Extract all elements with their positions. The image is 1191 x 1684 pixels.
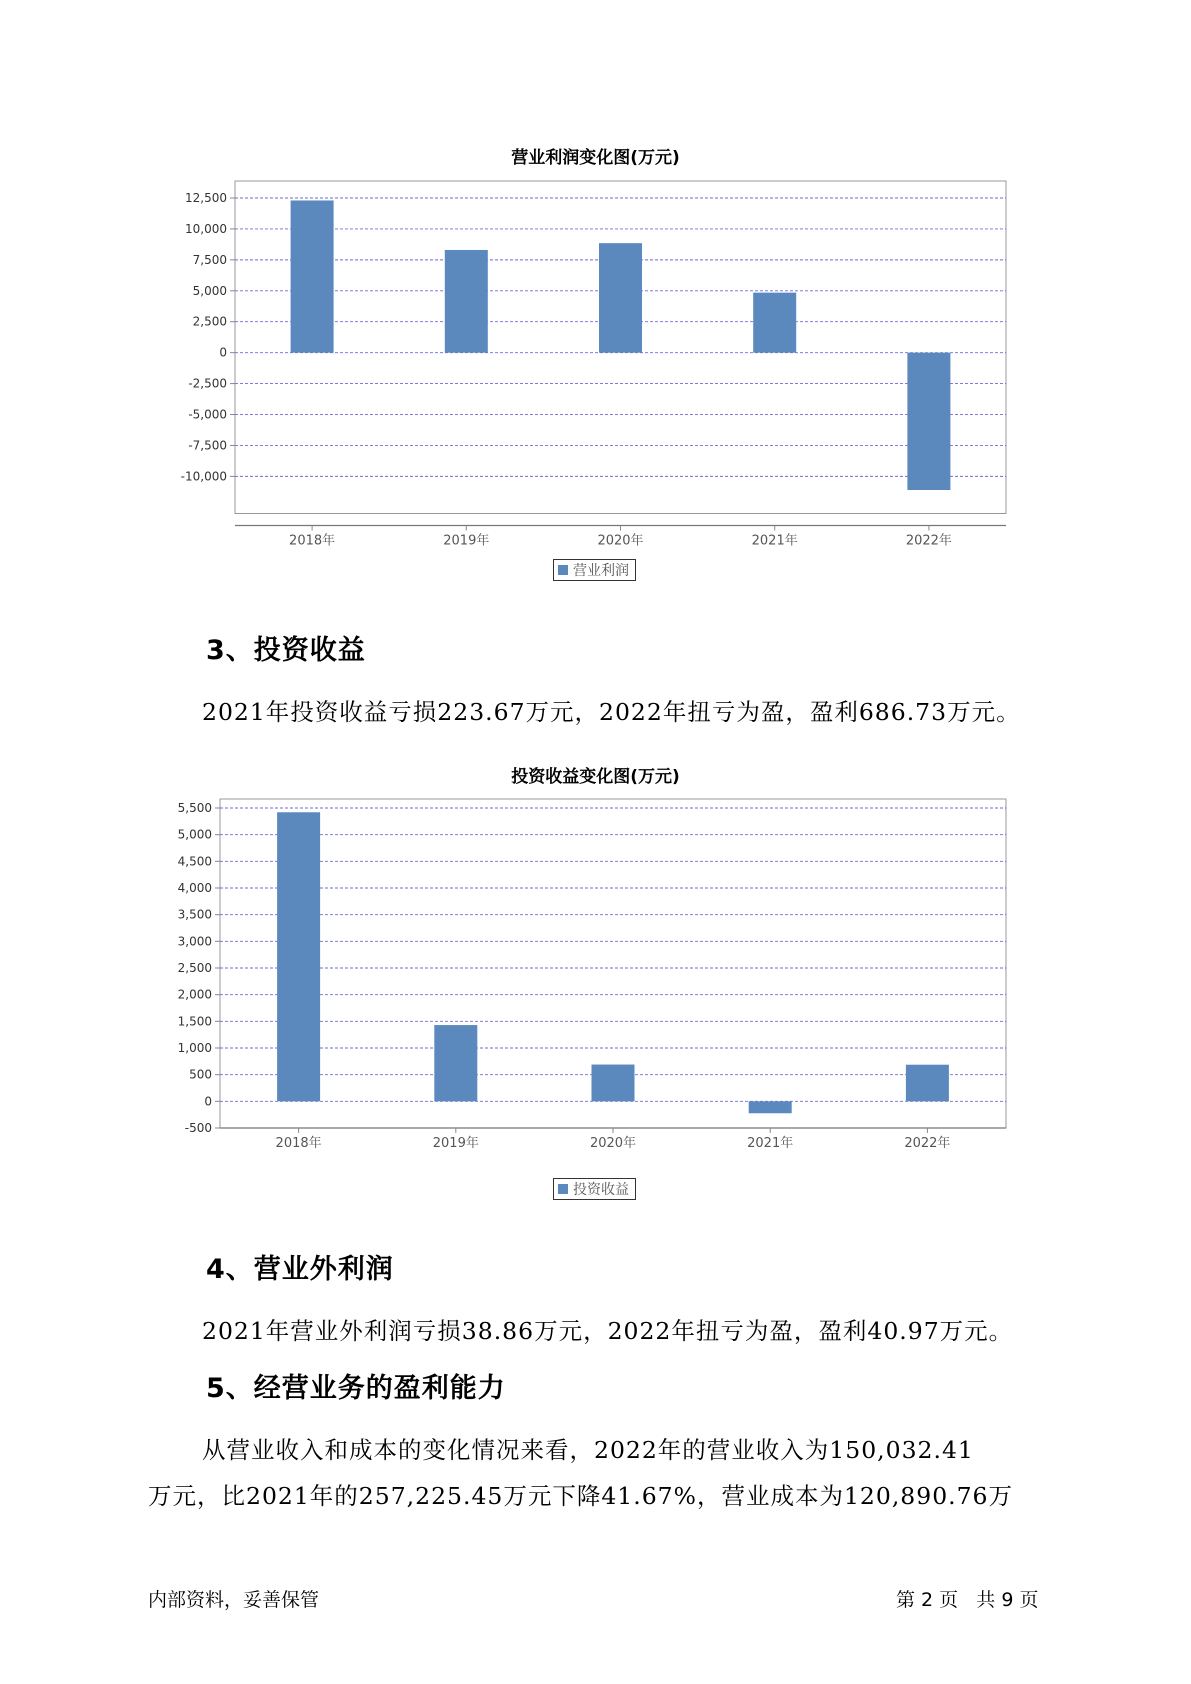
chart1-ytick-label: -5,000 bbox=[188, 407, 227, 422]
chart2-xtick-label: 2020年 bbox=[589, 1136, 637, 1151]
chart2-bar bbox=[592, 1065, 635, 1102]
section3-heading: 3、投资收益 bbox=[206, 635, 366, 666]
chart2-legend bbox=[553, 1178, 636, 1200]
chart2-ytick-label: 2,000 bbox=[177, 987, 212, 1002]
chart2-ytick-label: 4,500 bbox=[177, 854, 212, 869]
chart2-ytick-label: 500 bbox=[189, 1067, 212, 1082]
section5-line1: 从营业收入和成本的变化情况来看，2022年的营业收入为150,032.41 bbox=[202, 1436, 974, 1464]
chart2-legend-swatch bbox=[558, 1184, 568, 1194]
chart2-bar bbox=[434, 1025, 477, 1101]
chart2-xtick-label: 2018年 bbox=[275, 1136, 322, 1151]
section4-text: 2021年营业外利润亏损38.86万元，2022年扭亏为盈，盈利40.97万元。 bbox=[202, 1317, 1014, 1345]
chart1-ytick-label: 10,000 bbox=[185, 221, 227, 236]
chart1-ytick-label: -7,500 bbox=[188, 438, 227, 453]
chart2-legend-label: 投资收益 bbox=[573, 1182, 629, 1198]
section3-text: 2021年投资收益亏损223.67万元，2022年扭亏为盈，盈利686.73万元。 bbox=[202, 698, 1021, 726]
chart2-bar bbox=[749, 1101, 792, 1113]
chart2-xtick-label: 2021年 bbox=[747, 1136, 794, 1151]
chart1-legend-label: 营业利润 bbox=[573, 563, 629, 579]
chart2-ytick-label: -500 bbox=[184, 1121, 212, 1135]
chart1-ytick-label: 12,500 bbox=[185, 191, 227, 205]
footer-page-number: 第 2 页 共 9 页 bbox=[896, 1589, 1039, 1611]
chart1-xtick-label: 2018年 bbox=[289, 533, 336, 549]
chart1-ytick-label: 2,500 bbox=[192, 314, 227, 329]
chart1-ytick-label: 7,500 bbox=[192, 252, 227, 267]
chart2-bar bbox=[277, 812, 320, 1101]
chart1-xtick-label: 2019年 bbox=[443, 533, 490, 549]
chart2-ytick-label: 0 bbox=[204, 1094, 212, 1109]
chart2-ytick-label: 1,000 bbox=[177, 1041, 212, 1055]
chart1-ytick-label: 5,000 bbox=[192, 283, 227, 298]
chart1-title: 营业利润变化图(万元) bbox=[511, 148, 680, 168]
chart2-ytick-label: 4,000 bbox=[177, 881, 212, 895]
footer-confidential-note: 内部资料，妥善保管 bbox=[148, 1589, 320, 1611]
chart1-ytick-label: -10,000 bbox=[180, 469, 227, 484]
chart2-ytick-label: 5,500 bbox=[177, 801, 212, 815]
chart2-ytick-label: 3,500 bbox=[177, 907, 212, 922]
section5-heading: 5、经营业务的盈利能力 bbox=[206, 1373, 506, 1404]
section4-heading: 4、营业外利润 bbox=[206, 1254, 394, 1285]
chart1-ytick-label: -2,500 bbox=[188, 376, 227, 391]
chart2-xtick-label: 2019年 bbox=[432, 1136, 479, 1151]
chart2-ytick-label: 1,500 bbox=[177, 1014, 212, 1029]
chart2-title: 投资收益变化图(万元) bbox=[511, 767, 680, 787]
chart2-bar bbox=[906, 1065, 949, 1102]
chart2-xtick-label: 2022年 bbox=[904, 1136, 951, 1151]
chart1-xtick-label: 2021年 bbox=[751, 533, 798, 549]
chart2-ytick-label: 2,500 bbox=[177, 961, 212, 975]
section5-line2: 万元，比2021年的257,225.45万元下降41.67%，营业成本为120,890.76万 bbox=[148, 1482, 1014, 1510]
chart1-xtick-label: 2020年 bbox=[597, 533, 644, 549]
chart1-xtick-label: 2022年 bbox=[905, 533, 952, 549]
chart2-ytick-label: 3,000 bbox=[177, 934, 212, 949]
chart1-ytick-label: 0 bbox=[219, 345, 227, 360]
chart2-ytick-label: 5,000 bbox=[177, 827, 212, 842]
